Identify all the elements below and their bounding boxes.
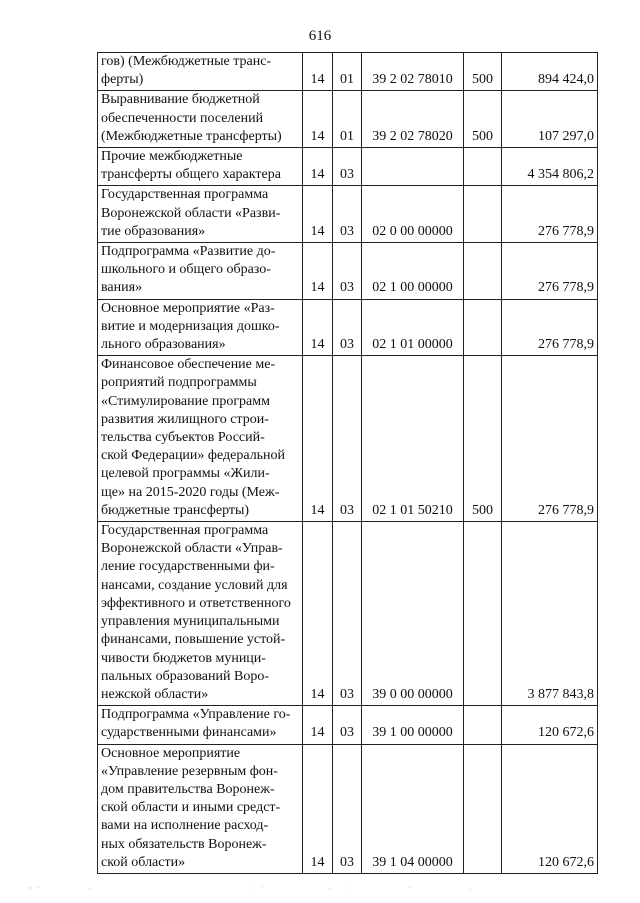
row-name-line: пальных образований Воро- xyxy=(101,668,269,684)
table-row xyxy=(98,744,598,873)
row-name-line: Государственная программа xyxy=(101,523,269,539)
budget-table-body xyxy=(98,53,598,874)
row-section-cell: 14 xyxy=(303,91,333,148)
table-row xyxy=(98,299,598,356)
row-target-article-cell: 02 1 01 00000 xyxy=(362,299,464,356)
scan-noise xyxy=(0,885,640,891)
row-name-line: (Межбюджетные трансферты) xyxy=(101,128,282,144)
row-name-line: эффективного и ответственного xyxy=(101,595,291,611)
table-row xyxy=(98,91,598,148)
row-expense-type-cell: 500 xyxy=(464,91,502,148)
row-name-line: дом правительства Воронеж- xyxy=(101,781,275,797)
row-name-line: Воронежской области «Управ- xyxy=(101,541,283,557)
row-amount-cell: 4 354 806,2 xyxy=(502,148,598,186)
table-row xyxy=(98,53,598,91)
row-name-line: бюджетные трансферты) xyxy=(101,502,250,518)
row-section-cell: 14 xyxy=(303,706,333,744)
row-target-article-cell: 39 2 02 78010 xyxy=(362,53,464,91)
row-name-line: целевой программы «Жили- xyxy=(101,466,270,482)
row-subsection-cell: 03 xyxy=(333,148,362,186)
row-section-cell: 14 xyxy=(303,186,333,243)
row-subsection-cell: 03 xyxy=(333,522,362,706)
budget-table xyxy=(97,52,598,874)
table-row xyxy=(98,706,598,744)
row-name-line: Основное мероприятие xyxy=(101,745,241,761)
row-subsection-cell: 03 xyxy=(333,243,362,300)
row-target-article-cell: 02 0 00 00000 xyxy=(362,186,464,243)
row-section-cell: 14 xyxy=(303,744,333,873)
row-name-line: Прочие межбюджетные xyxy=(101,149,243,165)
row-name-line: нежской области» xyxy=(101,686,209,702)
row-name-line: льного образования» xyxy=(101,337,226,353)
row-subsection-cell: 03 xyxy=(333,186,362,243)
row-name-line: вами на исполнение расход- xyxy=(101,818,269,834)
row-name-line: Подпрограмма «Развитие до- xyxy=(101,244,276,260)
row-amount-cell: 120 672,6 xyxy=(502,744,598,873)
table-row xyxy=(98,148,598,186)
row-name-line: ление государственными фи- xyxy=(101,559,275,575)
row-name-line: роприятий подпрограммы xyxy=(101,375,257,391)
row-name-cell xyxy=(98,522,303,706)
row-target-article-cell: 39 1 04 00000 xyxy=(362,744,464,873)
row-name-line: обеспеченности поселений xyxy=(101,110,264,126)
row-target-article-cell: 02 1 00 00000 xyxy=(362,243,464,300)
row-expense-type-cell: 500 xyxy=(464,53,502,91)
row-target-article-cell: 02 1 01 50210 xyxy=(362,356,464,522)
table-row xyxy=(98,186,598,243)
row-name-line: сударственными финансами» xyxy=(101,725,277,741)
row-amount-cell: 894 424,0 xyxy=(502,53,598,91)
row-subsection-cell: 01 xyxy=(333,53,362,91)
row-name-line: вания» xyxy=(101,280,143,296)
row-target-article-cell: 39 1 00 00000 xyxy=(362,706,464,744)
row-subsection-cell: 03 xyxy=(333,744,362,873)
row-name-cell xyxy=(98,706,303,744)
row-amount-cell: 120 672,6 xyxy=(502,706,598,744)
row-section-cell: 14 xyxy=(303,356,333,522)
row-name-line: ской Федерации» федеральной xyxy=(101,448,286,464)
row-name-line: ской области и иными средст- xyxy=(101,800,281,816)
table-row xyxy=(98,522,598,706)
row-expense-type-cell xyxy=(464,299,502,356)
row-subsection-cell: 03 xyxy=(333,356,362,522)
row-name-line: Государственная программа xyxy=(101,187,269,203)
row-name-line: ферты) xyxy=(101,72,144,88)
row-name-cell xyxy=(98,243,303,300)
row-amount-cell: 107 297,0 xyxy=(502,91,598,148)
row-target-article-cell xyxy=(362,148,464,186)
row-name-line: Финансовое обеспечение ме- xyxy=(101,357,276,373)
row-name-cell xyxy=(98,356,303,522)
row-amount-cell: 276 778,9 xyxy=(502,356,598,522)
row-name-line: ще» на 2015-2020 годы (Меж- xyxy=(101,484,280,500)
row-target-article-cell: 39 0 00 00000 xyxy=(362,522,464,706)
row-amount-cell: 276 778,9 xyxy=(502,299,598,356)
table-row xyxy=(98,243,598,300)
row-subsection-cell: 01 xyxy=(333,91,362,148)
table-row xyxy=(98,356,598,522)
row-section-cell: 14 xyxy=(303,53,333,91)
row-expense-type-cell xyxy=(464,243,502,300)
row-name-cell xyxy=(98,53,303,91)
row-name-line: Подпрограмма «Управление го- xyxy=(101,707,291,723)
row-name-line: ных обязательств Воронеж- xyxy=(101,836,267,852)
row-name-line: Воронежской области «Разви- xyxy=(101,205,281,221)
row-name-cell xyxy=(98,299,303,356)
row-name-line: «Стимулирование программ xyxy=(101,393,270,409)
row-section-cell: 14 xyxy=(303,299,333,356)
row-subsection-cell: 03 xyxy=(333,299,362,356)
row-name-cell xyxy=(98,148,303,186)
row-name-line: школьного и общего образо- xyxy=(101,262,271,278)
row-name-line: управления муниципальными xyxy=(101,614,280,630)
row-expense-type-cell xyxy=(464,522,502,706)
row-name-line: тие образования» xyxy=(101,223,206,239)
row-name-line: витие и модернизация дошко- xyxy=(101,318,280,334)
row-name-line: трансферты общего характера xyxy=(101,167,281,183)
page-number: 616 xyxy=(308,28,332,44)
row-expense-type-cell: 500 xyxy=(464,356,502,522)
row-expense-type-cell xyxy=(464,186,502,243)
row-amount-cell: 276 778,9 xyxy=(502,243,598,300)
row-expense-type-cell xyxy=(464,744,502,873)
row-amount-cell: 3 877 843,8 xyxy=(502,522,598,706)
row-name-line: ской области» xyxy=(101,854,186,870)
row-name-line: гов) (Межбюджетные транс- xyxy=(101,54,272,69)
row-name-cell xyxy=(98,91,303,148)
row-name-cell xyxy=(98,744,303,873)
row-section-cell: 14 xyxy=(303,522,333,706)
row-section-cell: 14 xyxy=(303,148,333,186)
row-name-cell xyxy=(98,186,303,243)
row-name-line: Основное мероприятие «Раз- xyxy=(101,300,275,316)
row-name-line: финансами, повышение устой- xyxy=(101,632,286,648)
row-section-cell: 14 xyxy=(303,243,333,300)
row-name-line: тельства субъектов Россий- xyxy=(101,430,265,446)
row-name-line: «Управление резервным фон- xyxy=(101,763,278,779)
row-subsection-cell: 03 xyxy=(333,706,362,744)
row-expense-type-cell xyxy=(464,706,502,744)
row-name-line: нансами, создание условий для xyxy=(101,577,288,593)
row-amount-cell: 276 778,9 xyxy=(502,186,598,243)
row-name-line: развития жилищного строи- xyxy=(101,411,269,427)
row-expense-type-cell xyxy=(464,148,502,186)
row-name-line: Выравнивание бюджетной xyxy=(101,92,260,108)
row-target-article-cell: 39 2 02 78020 xyxy=(362,91,464,148)
row-name-line: чивости бюджетов муници- xyxy=(101,650,266,666)
